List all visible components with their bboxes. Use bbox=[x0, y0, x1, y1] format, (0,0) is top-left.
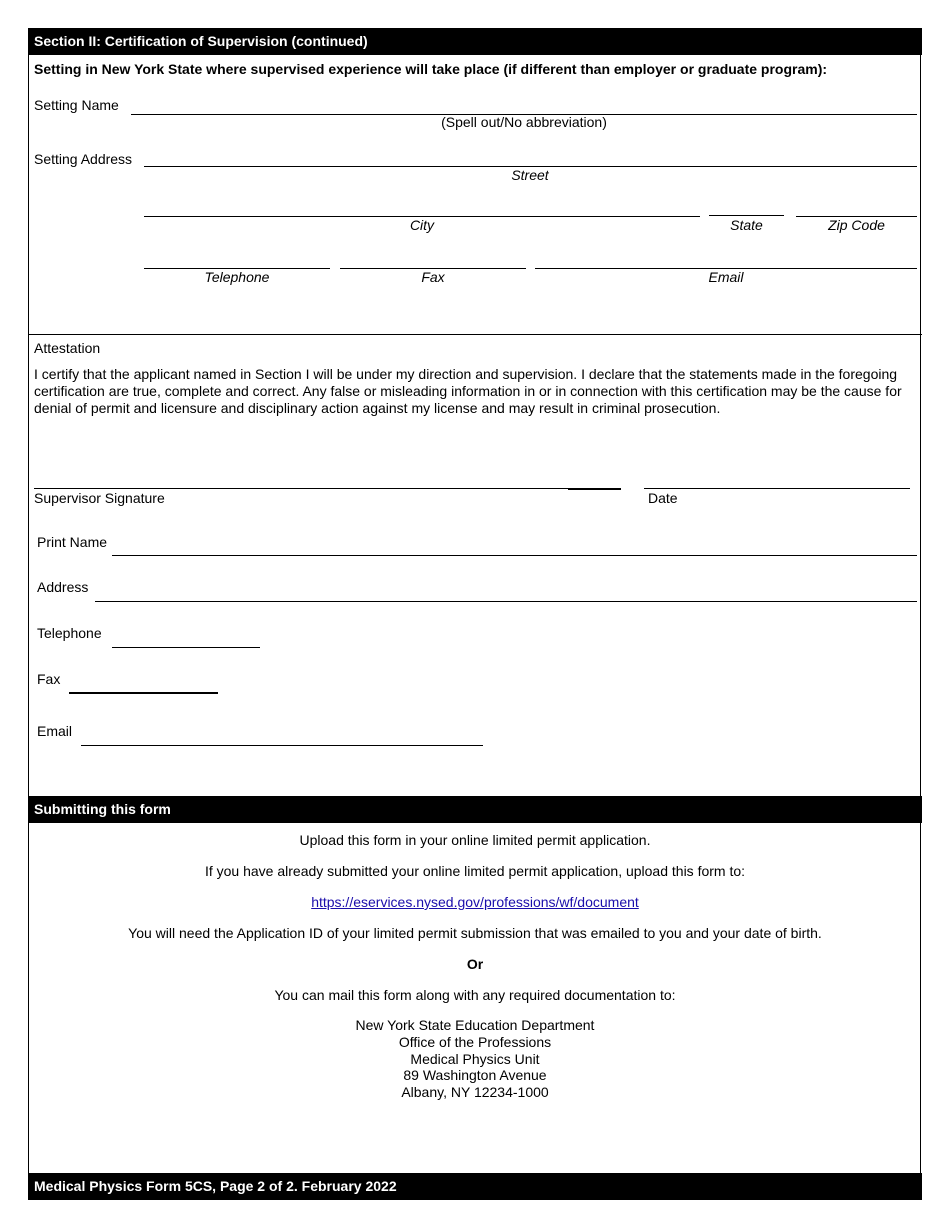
signature-line-accent bbox=[568, 488, 621, 490]
fax-field[interactable] bbox=[69, 692, 218, 694]
setting-street-label: Street bbox=[511, 167, 549, 183]
mailing-address-line: Medical Physics Unit bbox=[410, 1050, 540, 1067]
setting-city-label: City bbox=[409, 217, 435, 233]
upload-link[interactable]: https://eservices.nysed.gov/professions/wf/document bbox=[311, 894, 639, 910]
or-separator: Or bbox=[466, 956, 484, 972]
already-submitted-instruction: If you have already submitted your online limited permit application, upload this form to: bbox=[204, 863, 746, 879]
date-field[interactable] bbox=[644, 488, 910, 489]
application-id-note: You will need the Application ID of your limited permit submission that was emailed to you and your date of birth. bbox=[128, 925, 822, 941]
mailing-address-line: Office of the Professions bbox=[398, 1033, 552, 1050]
telephone-field[interactable] bbox=[112, 647, 260, 648]
print-name-label: Print Name bbox=[37, 534, 108, 550]
setting-state-field[interactable] bbox=[709, 215, 784, 216]
setting-fax-label: Fax bbox=[421, 269, 445, 285]
email-label: Email bbox=[37, 723, 73, 739]
setting-email-label: Email bbox=[708, 269, 744, 285]
email-field[interactable] bbox=[81, 745, 483, 746]
setting-question: Setting in New York State where supervised experience will take place (if different than employer or graduate program): bbox=[34, 61, 828, 77]
date-label: Date bbox=[648, 490, 678, 506]
attestation-title: Attestation bbox=[34, 340, 101, 356]
fax-label: Fax bbox=[37, 671, 61, 687]
mailing-address bbox=[28, 1017, 922, 1101]
setting-name-label: Setting Name bbox=[34, 97, 119, 113]
supervisor-signature-label: Supervisor Signature bbox=[34, 490, 165, 506]
telephone-label: Telephone bbox=[37, 625, 102, 641]
upload-link-row bbox=[28, 894, 922, 910]
setting-name-hint: (Spell out/No abbreviation) bbox=[441, 114, 607, 130]
address-label: Address bbox=[37, 579, 89, 595]
upload-instruction: Upload this form in your online limited permit application. bbox=[299, 832, 651, 848]
setting-zip-label: Zip Code bbox=[828, 217, 885, 233]
section-header: Section II: Certification of Supervision (continued) bbox=[28, 28, 922, 55]
attestation-text: I certify that the applicant named in Section I will be under my direction and supervision. I declare that the statements made in the foregoing certification are true, complete and correct. Any false or misleading information in or in connection with this certification may be the cause for denial of permit and licensure and disciplinary action against my license and may result in criminal prosecution. bbox=[34, 366, 902, 416]
submitting-header: Submitting this form bbox=[28, 796, 922, 823]
setting-address-label: Setting Address bbox=[34, 151, 133, 167]
supervisor-signature-field[interactable] bbox=[34, 488, 621, 489]
form-footer: Medical Physics Form 5CS, Page 2 of 2. February 2022 bbox=[28, 1173, 922, 1200]
mailing-address-line: Albany, NY 12234-1000 bbox=[401, 1084, 549, 1101]
section-divider bbox=[28, 334, 922, 335]
address-field[interactable] bbox=[95, 601, 917, 602]
mail-instruction: You can mail this form along with any required documentation to: bbox=[274, 987, 676, 1003]
setting-state-label: State bbox=[730, 217, 763, 233]
mailing-address-line: New York State Education Department bbox=[355, 1017, 595, 1033]
mailing-address-line: 89 Washington Avenue bbox=[403, 1067, 547, 1084]
setting-telephone-label: Telephone bbox=[204, 269, 270, 285]
print-name-field[interactable] bbox=[112, 555, 917, 556]
